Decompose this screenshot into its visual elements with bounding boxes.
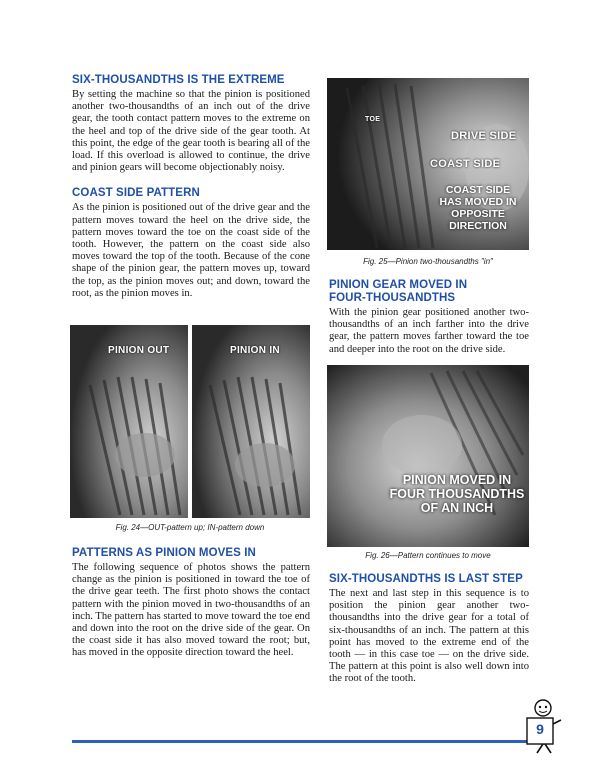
paragraph-four-thousandths: With the pinion gear positioned another two-thousandths of an inch farther into the drive gear, the pattern moves farther toward the toe and deeper into the root on the drive side. [329, 307, 529, 355]
page-number: 9 [536, 721, 544, 737]
figure-26-caption: Fig. 26—Pattern continues to move [365, 551, 491, 560]
label-coast-side: COAST SIDE [430, 158, 501, 170]
label-coast-side-moved: COAST SIDE HAS MOVED IN OPPOSITE DIRECTION [439, 184, 517, 232]
label-pinion-moved-four-thousandths: PINION MOVED IN FOUR THOUSANDTHS OF AN INCH [389, 473, 525, 515]
heading-six-thousandths-last-step: SIX-THOUSANDTHS IS LAST STEP [329, 573, 523, 585]
right-column-mid [329, 279, 529, 356]
footer-rule [72, 740, 530, 743]
figure-25-photo [327, 78, 529, 250]
figure-25-caption: Fig. 25—Pinion two-thousandths "in" [363, 257, 493, 266]
left-column-lower [72, 547, 310, 660]
heading-six-thousandths-extreme: SIX-THOUSANDTHS IS THE EXTREME [72, 74, 285, 86]
left-column [72, 74, 310, 300]
paragraph-last-step: The next and last step in this sequence is to position the pinion gear another two-thousandths into the drive gear for a total of six-thousandths of an inch. The pattern at this point has moved to the extreme end of the tooth — in this case toe — on the drive side. The pattern at this point is also well down into the root of the tooth. [329, 588, 529, 685]
label-pinion-out: PINION OUT [108, 345, 170, 356]
paragraph-coast-side: As the pinion is positioned out of the drive gear and the pattern moves toward the heel on the drive side, the pattern moves toward the toe on the coast side of the tooth. However, the pattern on the coast side also moves toward the top of the tooth. Because of the cone shape of the pinion gear, the pattern moves up, toward the top, as the pinion moves out; and down, toward the root, as the pinion moves in. [72, 202, 310, 299]
heading-pinion-moved-four-thousandths: PINION GEAR MOVED IN FOUR-THOUSANDTHS [329, 279, 468, 304]
paragraph-patterns: The following sequence of photos shows the pattern change as the pinion is positioned in toward the toe of the drive gear teeth. The first photo shows the contact pattern with the pinion moved in two-thousandths of an inch. The pattern has started to move toward the toe end and down into the root on the drive side of the gear. On the coast side it has also moved toward the root; but, has moved in the opposite direction toward the heel. [72, 562, 310, 659]
label-drive-side: DRIVE SIDE [451, 130, 517, 142]
paragraph-extreme: By setting the machine so that the pinion is positioned another two-thousandths of an inch out of the drive gear, the tooth contact pattern moves to the extreme on the heel and top of the drive side of the gear tooth. At this point, the edge of the gear tooth is bearing all of the load. If this overload is allowed to continue, the drive and pinion gears will become objectionably noisy. [72, 89, 310, 174]
figure-24-photo [70, 325, 310, 518]
gear-photo-illustration [327, 365, 529, 547]
heading-patterns-pinion-moves-in: PATTERNS AS PINION MOVES IN [72, 547, 256, 559]
mascot-icon [523, 698, 563, 754]
label-toe: TOE [365, 116, 381, 123]
label-pinion-in: PINION IN [230, 345, 280, 356]
right-column-lower [329, 573, 529, 686]
figure-26-photo [327, 365, 529, 547]
figure-24-caption: Fig. 24—OUT-pattern up; IN-pattern down [115, 523, 265, 532]
heading-coast-side-pattern: COAST SIDE PATTERN [72, 187, 200, 200]
